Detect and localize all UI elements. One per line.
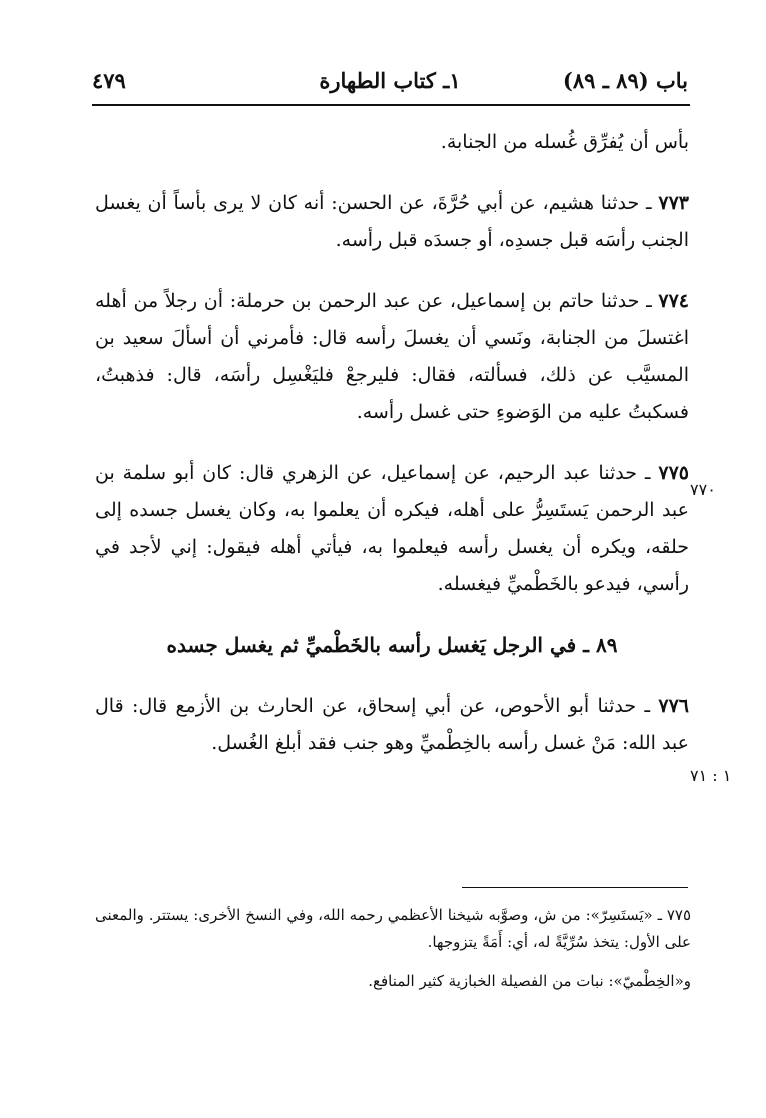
- footnotes: [95, 902, 691, 995]
- margin-reference: ١ : ٧١: [690, 766, 732, 785]
- hadith-number: ٧٧٣: [658, 192, 689, 214]
- section-heading: ٨٩ ـ في الرجل يَغسل رأسه بالخَطْميِّ ثم يغسل جسده: [166, 633, 618, 657]
- hadith-number: ٧٧٤: [658, 290, 689, 312]
- hadith-text: ـ حدثنا عبد الرحيم، عن إسماعيل، عن الزهري قال: كان أبو سلمة بن عبد الرحمن يَستَسِرُّ على أهله، فيكره أن يعلموا به، وكان يغسل جسده إلى حلقه، ويكره أن يغسل رأسه فيعلموا به، فيأتي أهله فيقول: إني لأجد في رأسي، فيدعو بالخَطْميِّ فيغسله.: [95, 462, 689, 595]
- hadith-number: ٧٧٥: [658, 462, 689, 484]
- page-number: ٤٧٩: [92, 68, 126, 93]
- hadith-774: [95, 283, 689, 431]
- hadith-text: ـ حدثنا حاتم بن إسماعيل، عن عبد الرحمن بن حرملة: أن رجلاً من أهله اغتسلَ من الجنابة، ونَسي أن يغسلَ رأسه قال: فأمرني أن أسألَ سعيد بن المسيَّب عن ذلك، فسألته، فقال: فليرجعْ فليَغْسِل رأسَه، قال: فذهبتُ، فسكبتُ عليه من الوَضوءِ حتى غسل رأسه.: [95, 290, 689, 423]
- footnote-775: ٧٧٥ ـ «يَستَسِرّ»: من ش، وصوَّبه شيخنا الأعظمي رحمه الله، وفي النسخ الأخرى: يستتر. والمعنى على الأول: يتخذ سُرِّيَّةً له، أي: أَمَةً يتزوجها.: [95, 906, 691, 951]
- paragraph-continuation: بأس أن يُفرِّق غُسله من الجنابة.: [440, 131, 689, 153]
- main-text: [95, 124, 689, 762]
- hadith-number: ٧٧٦: [658, 695, 689, 717]
- hadith-text: ـ حدثنا هشيم، عن أبي حُرَّةَ، عن الحسن: أنه كان لا يرى بأساً أن يغسل الجنب رأسَه قبل جسدِه، أو جسدَه قبل رأسه.: [95, 192, 689, 251]
- book-title: ١ـ كتاب الطهارة: [319, 68, 461, 93]
- margin-reference: ٧٧٠: [690, 480, 716, 499]
- footnote-rule: [462, 887, 688, 888]
- header-rule: [92, 104, 690, 106]
- footnote-khatmi: و«الخِطْميّ»: نبات من الفصيلة الخبازية كثير المنافع.: [368, 972, 691, 990]
- hadith-text: ـ حدثنا أبو الأحوص، عن أبي إسحاق، عن الحارث بن الأزمع قال: قال عبد الله: مَنْ غسل رأسه بالخِطْميِّ وهو جنب فقد أبلغ الغُسل.: [95, 695, 689, 754]
- running-header: [92, 62, 688, 108]
- hadith-773: [95, 185, 689, 259]
- chapter-range: باب (٨٩ ـ ٨٩): [562, 68, 688, 93]
- hadith-776: [95, 688, 689, 762]
- hadith-775: [95, 455, 689, 603]
